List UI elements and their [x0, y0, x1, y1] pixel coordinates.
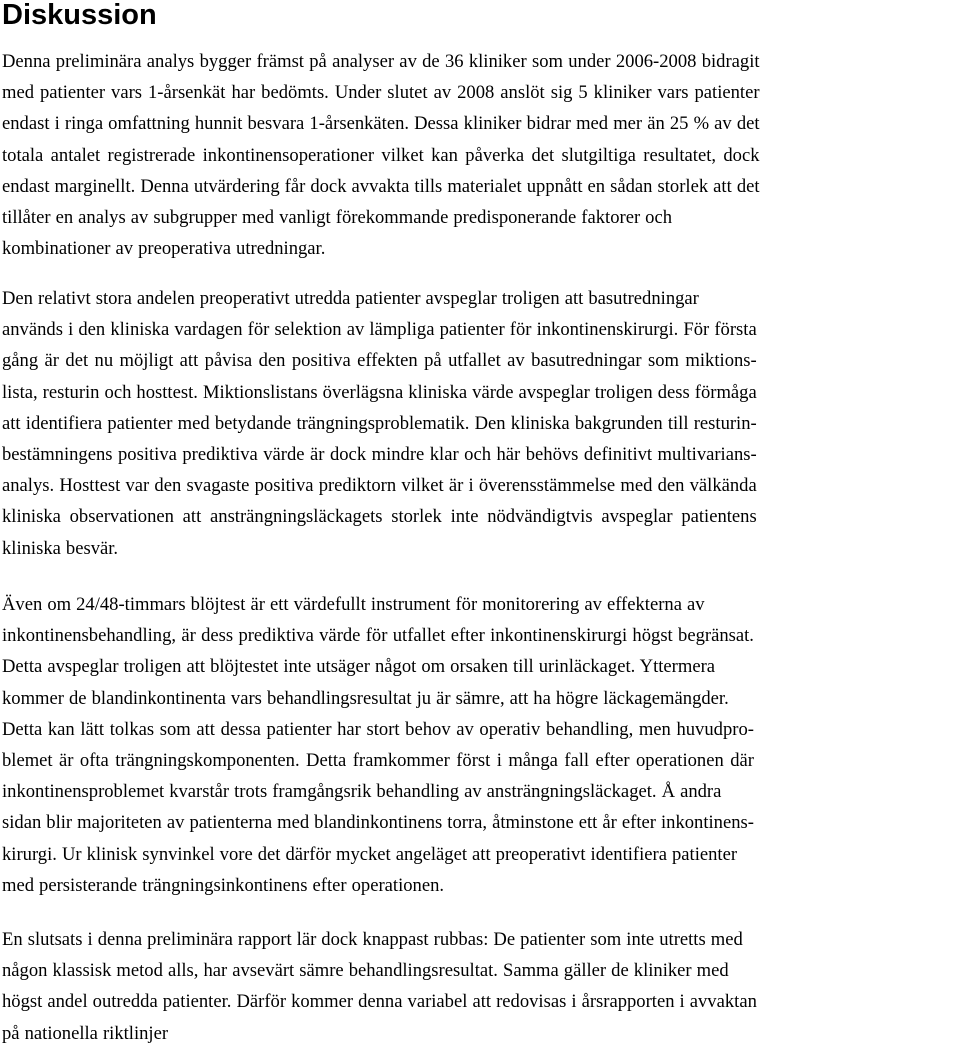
- paragraph-line: lista, resturin och hosttest. Miktionslistans överlägsna kliniska värde avspeglar troligen dess förmåga: [2, 381, 757, 403]
- paragraph-line: tillåter en analys av subgrupper med vanligt förekommande predisponerande faktorer och: [2, 207, 673, 229]
- paragraph-line: högst andel outredda patienter. Därför kommer denna variabel att redovisas i årsrapporten i avvaktan: [2, 991, 757, 1013]
- paragraph-line: kliniska besvär.: [2, 537, 119, 559]
- paragraph-line: kliniska observationen att ansträngningsläckagets storlek inte nödvändigtvis avspeglar patientens: [2, 506, 757, 528]
- paragraph-line: bestämningens positiva prediktiva värde är dock mindre klar och här behövs definitivt multivarians-: [2, 444, 757, 466]
- paragraph-line: kirurgi. Ur klinisk synvinkel vore det därför mycket angeläget att preoperativt identifiera patienter: [2, 843, 738, 865]
- paragraph-line: analys. Hosttest var den svagaste positiva prediktorn vilket är i överensstämmelse med den välkända: [2, 475, 757, 497]
- paragraph-line: används i den kliniska vardagen för selektion av lämpliga patienter för inkontinenskirurgi. För första: [2, 319, 757, 341]
- paragraph-line: att identifiera patienter med betydande trängningsproblematik. Den kliniska bakgrunden till resturin-: [2, 412, 757, 434]
- paragraph-line: totala antalet registrerade inkontinensoperationer vilket kan påverka det slutgiltiga resultatet, dock: [2, 144, 760, 166]
- paragraph-line: En slutsats i denna preliminära rapport lär dock knappast rubbas: De patienter som inte utretts med: [2, 929, 743, 950]
- paragraph-line: Även om 24/48-timmars blöjtest är ett värdefullt instrument för monitorering av effekterna av: [2, 594, 705, 615]
- paragraph-line: på nationella riktlinjer: [2, 1022, 169, 1044]
- paragraph-line: Detta avspeglar troligen att blöjtestet inte utsäger något om orsaken till urinläckaget. Yttermera: [2, 656, 716, 678]
- paragraph-line: med patienter vars 1-årsenkät har bedömts. Under slutet av 2008 anslöt sig 5 kliniker vars patienter: [2, 82, 760, 104]
- paragraph-4: [2, 924, 757, 1049]
- paragraph-line: med persisterande trängningsinkontinens efter operationen.: [2, 874, 445, 896]
- section-heading: Diskussion: [2, 0, 157, 31]
- paragraph-line: kommer de blandinkontinenta vars behandlingsresultat ju är sämre, att ha högre läckagemängder.: [2, 687, 729, 709]
- paragraph-line: Den relativt stora andelen preoperativt utredda patienter avspeglar troligen att basutredningar: [2, 288, 699, 309]
- paragraph-2: [2, 283, 757, 564]
- paragraph-line: endast i ringa omfattning hunnit besvara 1-årsenkäten. Dessa kliniker bidrar med mer än 25 % av det: [2, 113, 760, 135]
- paragraph-line: endast marginellt. Denna utvärdering får dock avvakta tills materialet uppnått en sådan storlek att det: [2, 175, 760, 197]
- paragraph-line: någon klassisk metod alls, har avsevärt sämre behandlingsresultat. Samma gäller de kliniker med: [2, 960, 729, 982]
- paragraph-line: Denna preliminära analys bygger främst på analyser av de 36 kliniker som under 2006-2008 bidragit: [2, 51, 760, 72]
- paragraph-line: blemet är ofta trängningskomponenten. Detta framkommer först i många fall efter operationen där: [2, 750, 754, 772]
- document-page: [2, 0, 958, 1044]
- paragraph-1: [2, 46, 760, 264]
- paragraph-line: Detta kan lätt tolkas som att dessa patienter har stort behov av operativ behandling, men huvudpro-: [2, 718, 754, 740]
- paragraph-line: inkontinensbehandling, är dess prediktiva värde för utfallet efter inkontinenskirurgi högst begränsat.: [2, 625, 754, 647]
- paragraph-line: kombinationer av preoperativa utredningar.: [2, 238, 326, 260]
- paragraph-line: gång är det nu möjligt att påvisa den positiva effekten på utfallet av basutredningar som miktions-: [2, 350, 757, 372]
- paragraph-line: sidan blir majoriteten av patienterna med blandinkontinens torra, åtminstone ett år efter inkontinens-: [2, 812, 754, 834]
- paragraph-line: inkontinensproblemet kvarstår trots framgångsrik behandling av ansträngningsläckaget. Å andra: [2, 781, 722, 803]
- paragraph-3: [2, 589, 754, 901]
